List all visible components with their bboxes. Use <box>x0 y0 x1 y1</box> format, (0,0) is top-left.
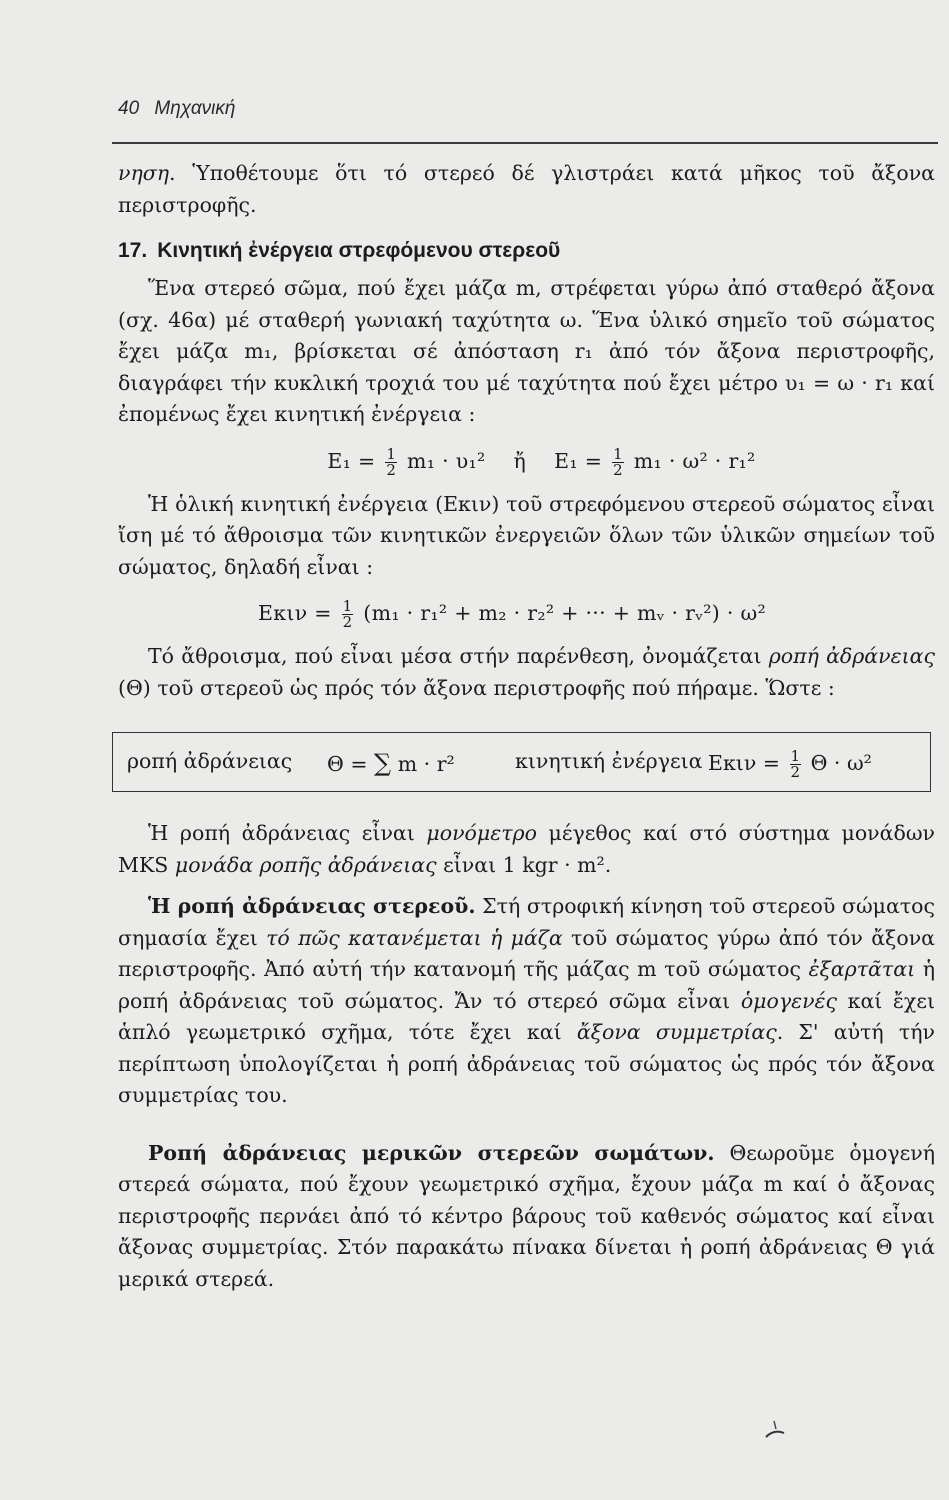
section-number: 17. <box>118 239 148 262</box>
running-header <box>118 98 235 120</box>
eq1-rhs1: m₁ · υ₁² <box>407 448 486 473</box>
paragraph-2: Ἡ ὁλική κινητική ἐνέργεια (Eκιν) τοῦ στρεφόμενου στερεοῦ σώματος εἶναι ἴση μέ τό ἄθροισμα τῶν κινητικῶν ἐνεργειῶν ὅλων τῶν ὑλικῶν σημείων τοῦ σώματος, δηλαδή εἶναι : <box>118 491 935 579</box>
equation-total-energy <box>118 593 935 633</box>
pencil-mark-icon <box>762 1415 788 1441</box>
p6-heading: Ροπή ἀδράνειας μερικῶν στερεῶν σωμάτων. <box>148 1140 715 1165</box>
summary-formula-box <box>112 732 931 792</box>
eq1-lhs: E₁ = <box>327 448 376 473</box>
box-formula-kinetic: Eκιν = $\frac{1}{2}$ Θ · ω² <box>708 747 872 781</box>
eq1-lhs2: E₁ = <box>554 448 603 473</box>
page-body <box>118 158 935 1295</box>
eq1-fraction-b: $\frac{1}{2}$ <box>613 444 623 479</box>
box-label-kinetic: κινητική ἐνέργεια <box>515 749 703 773</box>
intro-italic: νηση <box>118 161 170 185</box>
equation-point-energy <box>118 441 935 481</box>
eq1-or: ἤ <box>513 448 527 473</box>
box-formula-inertia: Θ = ∑ m · r² <box>327 749 455 777</box>
paragraph-4: Ἡ ροπή ἀδράνειας εἶναι μονόμετρο μέγεθος καί στό σύστημα μονάδων MKS μονάδα ροπῆς ἀδράνειας εἶναι 1 kgr · m². <box>118 821 935 877</box>
eq2-rhs: (m₁ · r₁² + m₂ · r₂² + ··· + mᵥ · rᵥ²) · ω² <box>363 601 767 625</box>
eq1-fraction-a: $\frac{1}{2}$ <box>386 444 397 479</box>
box-label-inertia: ροπή ἀδράνειας <box>127 749 293 773</box>
section-heading <box>118 239 935 263</box>
chapter-title: Μηχανική <box>154 98 236 119</box>
eq2-lhs: Eκιν = <box>258 601 332 625</box>
box-fraction: $\frac{1}{2}$ <box>790 747 801 781</box>
p5-heading: Ἡ ροπή ἀδράνειας στερεοῦ. <box>148 894 476 918</box>
eq1-rhs2: m₁ · ω² · r₁² <box>633 448 756 473</box>
paragraph-1: Ἕνα στερεό σῶμα, πού ἔχει μάζα m, στρέφεται γύρω ἀπό σταθερό ἄξονα (σχ. 46α) μέ σταθερή γωνιακή ταχύτητα ω. Ἕνα ὑλικό σημεῖο τοῦ σώματος ἔχει μάζα m₁, βρίσκεται σέ ἀπόσταση r₁ ἀπό τόν ἄξονα περιστροφῆς, διαγράφει τήν κυκλική τροχιά του μέ ταχύτητα πού ἔχει μέτρο υ₁ = ω · r₁ καί ἐπομένως ἔχει κινητική ἐνέργεια : <box>118 276 935 426</box>
eq2-fraction: $\frac{1}{2}$ <box>342 597 353 631</box>
header-rule <box>112 142 938 144</box>
section-title: Κινητική ἐνέργεια στρεφόμενου στερεοῦ <box>157 239 561 262</box>
paragraph-6: Ροπή ἀδράνειας μερικῶν στερεῶν σωμάτων. Θεωροῦμε ὁμογενή στερεά σώματα, πού ἔχουν γεωμετρικό σχῆμα, ἔχουν μάζα m καί ὁ ἄξονας περιστροφῆς περνάει ἀπό τό κέντρο βάρους τοῦ καθενός σώματος καί εἶναι ἄξονας συμμετρίας. Στόν παρακάτω πίνακα δίνεται ἡ ροπή ἀδράνειας Θ γιά μερικά στερεά. <box>118 1140 935 1291</box>
sigma-symbol: ∑ <box>374 749 392 777</box>
term-moment-of-inertia: ροπή ἀδράνειας <box>768 644 935 668</box>
intro-paragraph <box>118 158 935 221</box>
intro-text: . Ὑποθέτουμε ὅτι τό στερεό δέ γλιστράει κατά μῆκος τοῦ ἄξονα περιστροφῆς. <box>118 161 935 217</box>
paragraph-3: Τό ἄθροισμα, πού εἶναι μέσα στήν παρένθεση, ὀνομάζεται ροπή ἀδράνειας (Θ) τοῦ στερεοῦ ὡς πρός τόν ἄξονα περιστροφῆς πού πήραμε. Ὥστε : <box>118 644 935 700</box>
page-number: 40 <box>118 98 140 119</box>
paragraph-5: Ἡ ροπή ἀδράνειας στερεοῦ. Στή στροφική κίνηση τοῦ στερεοῦ σώματος σημασία ἔχει τό πῶς κατανέμεται ἡ μάζα τοῦ σώματος γύρω ἀπό τόν ἄξονα περιστροφῆς. Ἀπό αὐτή τήν κατανομή τῆς μάζας m τοῦ σώματος ἐξαρτᾶται ἡ ροπή ἀδράνειας τοῦ σώματος. Ἄν τό στερεό σῶμα εἶναι ὁμογενές καί ἔχει ἁπλό γεωμετρικό σχῆμα, τότε ἔχει καί ἄξονα συμμετρίας. Σ' αὐτή τήν περίπτωση ὑπολογίζεται ἡ ροπή ἀδράνειας τοῦ σώματος ὡς πρός τόν ἄξονα συμμετρίας του. <box>118 894 936 1107</box>
